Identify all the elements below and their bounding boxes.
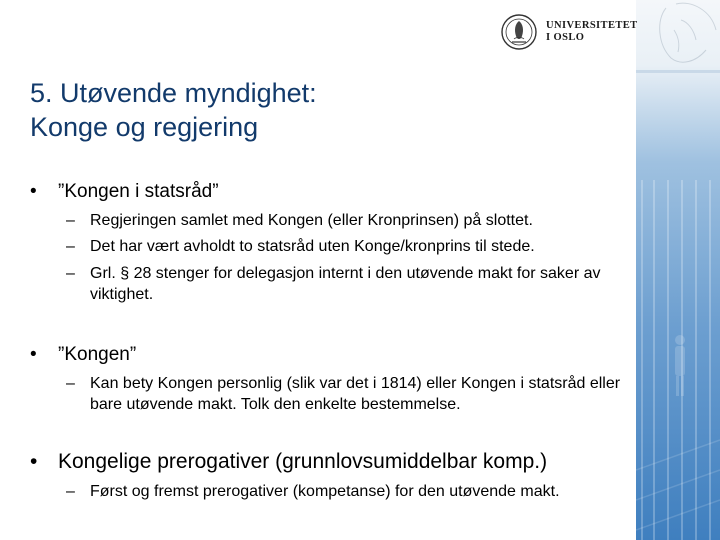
sub-bullet-text: Det har vært avholdt to statsråd uten Konge/kronprins til stede.	[90, 238, 535, 255]
sub-bullet-marker: –	[66, 265, 75, 282]
decorative-side-strip	[636, 0, 720, 540]
sub-bullet-text: Regjeringen samlet med Kongen (eller Kronprinsen) på slottet.	[90, 212, 533, 229]
slide-title-line1: 5. Utøvende myndighet:	[30, 78, 317, 108]
university-seal-icon	[500, 12, 538, 52]
sub-bullet-marker: –	[66, 375, 75, 392]
sub-bullet-marker: –	[66, 212, 75, 229]
bullet-text: ”Kongen i statsråd”	[58, 181, 219, 202]
sub-bullet-text: Kan bety Kongen personlig (slik var det i 1814) eller Kongen i statsråd eller bare utøvende makt. Tolk den enkelte bestemmelse.	[90, 375, 621, 413]
university-logo	[500, 12, 640, 52]
sub-bullet-marker: –	[66, 238, 75, 255]
slide-title	[30, 76, 590, 144]
bullet-text: ”Kongen”	[58, 344, 137, 365]
sub-bullet-text: Først og fremst prerogativer (kompetanse) for den utøvende makt.	[90, 483, 560, 500]
bullet-marker: •	[30, 450, 38, 473]
sub-bullet-text: Grl. § 28 stenger for delegasjon internt i den utøvende makt for saker av viktighet.	[90, 265, 601, 303]
bullet-marker: •	[30, 344, 37, 365]
university-name-line2: I OSLO	[546, 32, 585, 43]
university-name-line1: UNIVERSITETET	[546, 20, 638, 31]
university-name	[546, 20, 638, 44]
slide-title-line2: Konge og regjering	[30, 112, 259, 142]
bullet-text: Kongelige prerogativer (grunnlovsumiddelbar komp.)	[58, 450, 548, 473]
sub-bullet-marker: –	[66, 483, 75, 500]
bullet-marker: •	[30, 181, 37, 202]
